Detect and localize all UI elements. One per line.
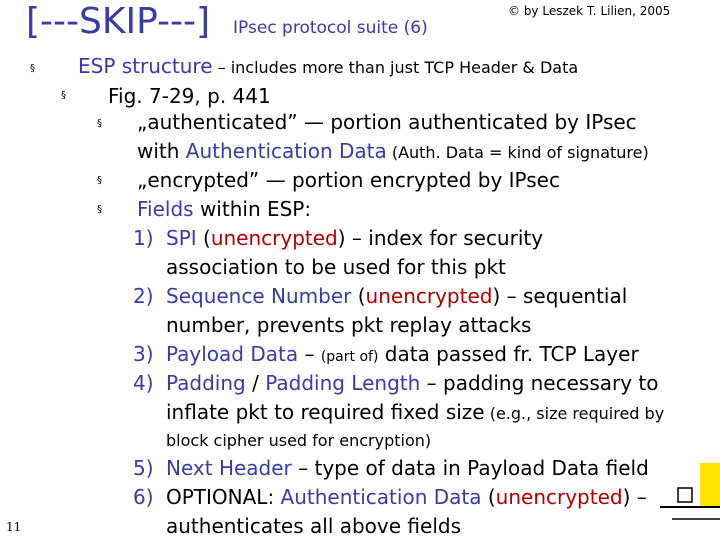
- copyright-notice: © by Leszek T. Lilien, 2005: [508, 4, 671, 18]
- item-next-header: [166, 455, 649, 481]
- corner-square-shape: [678, 488, 692, 502]
- unencrypted-label: unencrypted: [495, 485, 623, 509]
- esp-structure-label: ESP structure: [78, 54, 213, 78]
- padding-slash: /: [245, 371, 266, 395]
- item-auth-data-cont: authenticates all above fields: [166, 514, 461, 538]
- optional-label: OPTIONAL:: [166, 485, 281, 509]
- authenticated-cont: [137, 138, 649, 166]
- next-header-label: Next Header: [166, 456, 292, 480]
- bullet-icon: §: [97, 118, 102, 129]
- item-number: 2): [133, 284, 154, 308]
- item-spi-cont: association to be used for this pkt: [166, 255, 506, 279]
- unencrypted-label: unencrypted: [210, 226, 338, 250]
- seq-desc: ) – sequential: [492, 284, 628, 308]
- bullet-icon: §: [30, 63, 35, 74]
- esp-structure-desc: – includes more than just TCP Header & Data: [212, 58, 579, 77]
- slide-number: 11: [6, 520, 22, 534]
- padding-cont-text: inflate pkt to required fixed size: [166, 400, 485, 424]
- auth-data-desc: ) –: [622, 485, 647, 509]
- slide-title: [---SKIP---]: [26, 1, 211, 42]
- item-padding-cont: [166, 399, 664, 427]
- encrypted-line: „encrypted” — portion encrypted by IPsec: [137, 168, 560, 192]
- item-number: 1): [133, 226, 154, 250]
- fields-line: [137, 196, 311, 222]
- yellow-block-shape: [700, 463, 720, 507]
- item-padding-cont2: block cipher used for encryption): [166, 431, 432, 450]
- item-sequence-cont: number, prevents pkt replay attacks: [166, 313, 532, 337]
- auth-cont-pre: with: [137, 139, 186, 163]
- authenticated-line: „authenticated” — portion authenticated by IPsec: [137, 110, 637, 134]
- item-padding: [166, 370, 659, 396]
- fields-label: Fields: [137, 197, 194, 221]
- item-number: 3): [133, 342, 154, 366]
- bullet-icon: §: [97, 175, 102, 186]
- item-number: 5): [133, 456, 154, 480]
- padding-cont-note: (e.g., size required by: [484, 404, 665, 423]
- auth-data-note: (Auth. Data = kind of signature): [386, 143, 649, 162]
- item-number: 6): [133, 485, 154, 509]
- padding-desc: – padding necessary to: [420, 371, 659, 395]
- item-payload-data: [166, 341, 639, 370]
- unencrypted-label: unencrypted: [365, 284, 493, 308]
- auth-data-open: (: [481, 485, 496, 509]
- esp-structure-line: [78, 53, 578, 81]
- bullet-icon: §: [61, 90, 66, 101]
- item-auth-data: [166, 484, 647, 510]
- item-spi: [166, 225, 543, 251]
- fields-rest: within ESP:: [193, 197, 312, 221]
- spi-desc: ) – index for security: [337, 226, 544, 250]
- auth-data-field-label: Authentication Data: [280, 485, 482, 509]
- payload-part-of: (part of): [320, 349, 379, 365]
- spi-label: SPI: [166, 226, 197, 250]
- fig-reference: Fig. 7-29, p. 441: [108, 84, 271, 108]
- seq-open: (: [351, 284, 366, 308]
- slide-subtitle: IPsec protocol suite (6): [233, 18, 428, 38]
- payload-dash: –: [298, 342, 321, 366]
- bullet-icon: §: [97, 204, 102, 215]
- item-number: 4): [133, 371, 154, 395]
- sequence-number-label: Sequence Number: [166, 284, 352, 308]
- next-header-desc: – type of data in Payload Data field: [291, 456, 649, 480]
- item-sequence-number: [166, 283, 627, 309]
- payload-desc: data passed fr. TCP Layer: [378, 342, 639, 366]
- padding-label: Padding: [166, 371, 246, 395]
- payload-data-label: Payload Data: [166, 342, 299, 366]
- spi-open: (: [196, 226, 211, 250]
- auth-data-label: Authentication Data: [185, 139, 387, 163]
- padding-length-label: Padding Length: [265, 371, 421, 395]
